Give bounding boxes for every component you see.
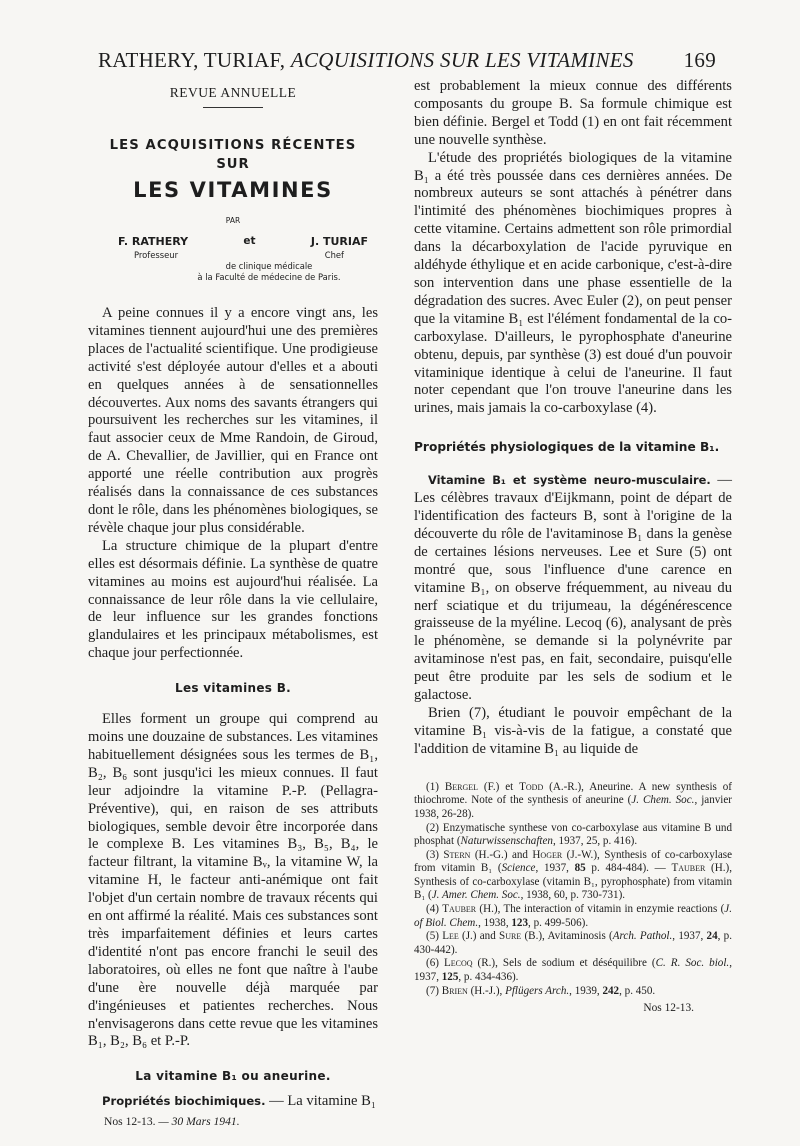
authors (118, 235, 368, 248)
footnote-7: (7) Brien (H.-J.), Pflügers Arch., 1939, 242, p. 450. (426, 984, 656, 997)
affil-clinique: de clinique médicale (225, 261, 313, 271)
byline-par: PAR (225, 216, 241, 225)
article-title-main: LES VITAMINES (133, 178, 333, 202)
footnote-3: (3) Stern (H.-G.) and Hoger (J.-W.), Synthesis of co-carboxylase from vitamin B₁ (Science, 1937, 85 p. 484-484). — Tauber (H.), Synthesis of co-carboxylase (vitamin B₁, pyrophosphate) from vitamin B₁ (J. Amer. Chem. Soc., 1938, 60, p. 730-731). (414, 848, 733, 902)
footnote-4: (4) Tauber (H.), The interaction of vitamin in enzymie reactions (J. of Biol. Chem., 1938, 123, p. 499-506). (414, 903, 732, 929)
issue-numbers: Nos 12-13. (104, 1115, 156, 1129)
biochem-paragraph (88, 1093, 378, 1111)
footnote-6: (6) Lecoq (R.), Sels de sodium et déséquilibre (C. R. Soc. biol., 1937, 125, p. 434-436). (414, 957, 732, 984)
author-conjunction: et (243, 235, 256, 247)
affiliation (134, 250, 378, 283)
biochem-text: — La vitamine B₁ (265, 1093, 376, 1110)
running-head-title: ACQUISITIONS SUR LES VITAMINES (290, 48, 634, 72)
right-column (414, 78, 733, 1015)
left-column (88, 84, 378, 1128)
running-head-authors: RATHERY, TURIAF, (98, 48, 286, 72)
neuro-text: — Les célèbres travaux d'Eijkmann, point de départ de l'identification des facteurs B, sont à l'origine de la découverte du rôle de l'avitaminose B₁ dans la genèse de certaines lésions nerveuses. Lee et Sure (5) ont montré que, sous l'influence d'une carence en vitamine B₁, on observe fréquemment, au niveau du nerf sciatique et du trijumeau, la dégénérescence graisseuse de la myéline. Lecoq (6), analysant de près le phénomène, se demande si la polynévrite par avitaminose n'est pas, en fait, secondaire, puisqu'elle peut être produite par les sels de sodium et le galactose. (414, 472, 732, 704)
footnote-5: (5) Lee (J.) and Sure (B.), Avitaminosis (Arch. Pathol., 1937, 24, p. 430-442). (414, 930, 732, 956)
footnote-1: (1) Bergel (F.) et Todd (A.-R.), Aneurine. A new synthesis of thiochrome. Note of the synthesis of aneurine (J. Chem. Soc., janvier 1938, 26-28). (414, 780, 732, 820)
affil-chef: Chef (324, 250, 344, 260)
rubric: REVUE ANNUELLE (169, 85, 297, 100)
footnote-2: (2) Enzymatische synthese von co-carboxylase aus vitamine B und phosphat (Naturwissenschaften, 1937, 25, p. 416). (414, 821, 732, 848)
neuro-runin-heading: Vitamine B₁ et système neuro-musculaire. (428, 473, 711, 488)
running-head (98, 48, 716, 73)
biochem-runin-heading: Propriétés biochimiques. (102, 1094, 266, 1109)
footnotes (414, 781, 732, 999)
article-title-line2: SUR (216, 157, 250, 172)
intro-paragraph-1: A peine connues il y a encore vingt ans, les vitamines tiennent aujourd'hui une des premières places de l'actualité scientifique. Une prodigieuse activité s'est déployée autour d'elles et a abouti en quelques années à de sensationnelles découvertes. Aux noms des savants étrangers qui poursuivent les recherches sur les vitamines, il faut associer ceux de Mme Randoin, de Giroud, de A. Chevallier, de Javillier, qui en France ont apporté une réelle contribution aux progrès réalisés dans la connaissance de ces substances dont le rôle, dans les phénomènes biologiques, se révèle chaque jour plus considérable. (88, 305, 378, 536)
article-title-line1: LES ACQUISITIONS RÉCENTES (109, 138, 357, 153)
issue-footer-right: Nos 12-13. (643, 1002, 694, 1015)
section-heading-vitamines-b: Les vitamines B. (175, 681, 291, 696)
section-heading-vitamine-b1: La vitamine B₁ ou aneurine. (135, 1069, 331, 1084)
issue-footer (88, 1115, 378, 1128)
vitamines-b-paragraph: Elles forment un groupe qui comprend au moins une douzaine de substances. Les vitamines habituellement désignées sous les termes de B₁, B₂, B₆ sont jusqu'ici les mieux connues. Il faut leur adjoindre la vitamine P.-P. (Pellagra-Préventive), qui, en raison de ses attributs biologiques, semble devoir être incorporée dans le complexe B. Les vitamines B₃, B₅, B₄, le facteur filtrant, la vitamine Bᵥ, la vitamine W, la vitamine H, le facteur anti-anémique ont fait l'objet d'un certain nombre de travaux récents qui en ont affirmé la réalité. Mais ces substances sont très imparfaitement définies et leurs cartes d'identité n'ont pas encore franchi le seuil des laboratoires, où elles ne font que naître à l'aube d'une ère nouvelle déjà marquée par d'ingénieuses et patientes recherches. Nous n'envisagerons dans cette revue que les vitamines B₁, B₂, B₆ et P.-P. (88, 711, 378, 1050)
continued-paragraph: est probablement la mieux connue des différents composants du groupe B. Sa formule chimique est bien définie. Bergel et Todd (1) en ont fait récemment une nouvelle synthèse. (414, 78, 732, 148)
biological-paragraph: L'étude des propriétés biologiques de la vitamine B₁ a été très poussée dans ces dernières années. De nombreux auteurs se sont attachés à pénétrer dans l'intimité des phénomènes biochimiques propres à cette vitamine. Certains admettent son rôle primordial dans la décarboxylation de l'acide pyruvique en aldéhyde éthylique et en acide carbonique, c'est-à-dire son intervention dans une phase essentielle de la dégradation des sucres. Avec Euler (2), on peut penser que la vitamine B₁ est l'élément fondamental de la co-carboxylase. D'ailleurs, le pyrophosphate d'aneurine obtenu, depuis, par synthèse (3) est doué d'un pouvoir vitaminique identique à celui de l'aneurine. Il faut noter cependant que l'on trouve l'aneurine dans les urines, mais jamais la co-carboxylase (4). (414, 149, 732, 417)
page-number: 169 (683, 48, 716, 72)
issue-date: — 30 Mars 1941. (155, 1115, 240, 1129)
fatigue-paragraph: Brien (7), étudiant le pouvoir empêchant de la vitamine B₁ vis-à-vis de la fatigue, a constaté que l'addition de vitamine B₁ au liquide de (414, 705, 732, 757)
affil-professeur: Professeur (134, 250, 179, 260)
section-heading-physiologiques: Propriétés physiologiques de la vitamine B₁. (414, 440, 720, 455)
author-turiaf: J. TURIAF (310, 235, 368, 248)
affil-faculte: à la Faculté de médecine de Paris. (197, 272, 341, 282)
author-rathery: F. RATHERY (118, 235, 189, 248)
intro-paragraph-2: La structure chimique de la plupart d'entre elles est désormais définie. La synthèse de quatre vitamines au moins est aujourd'hui réalisée. La connaissance de leur rôle dans la vie cellulaire, de leur influence sur les grandes fonctions glandulaires et les principaux métabolismes, est chaque jour perfectionnée. (88, 537, 378, 662)
rubric-rule (203, 107, 263, 108)
neuro-paragraph (414, 472, 732, 705)
